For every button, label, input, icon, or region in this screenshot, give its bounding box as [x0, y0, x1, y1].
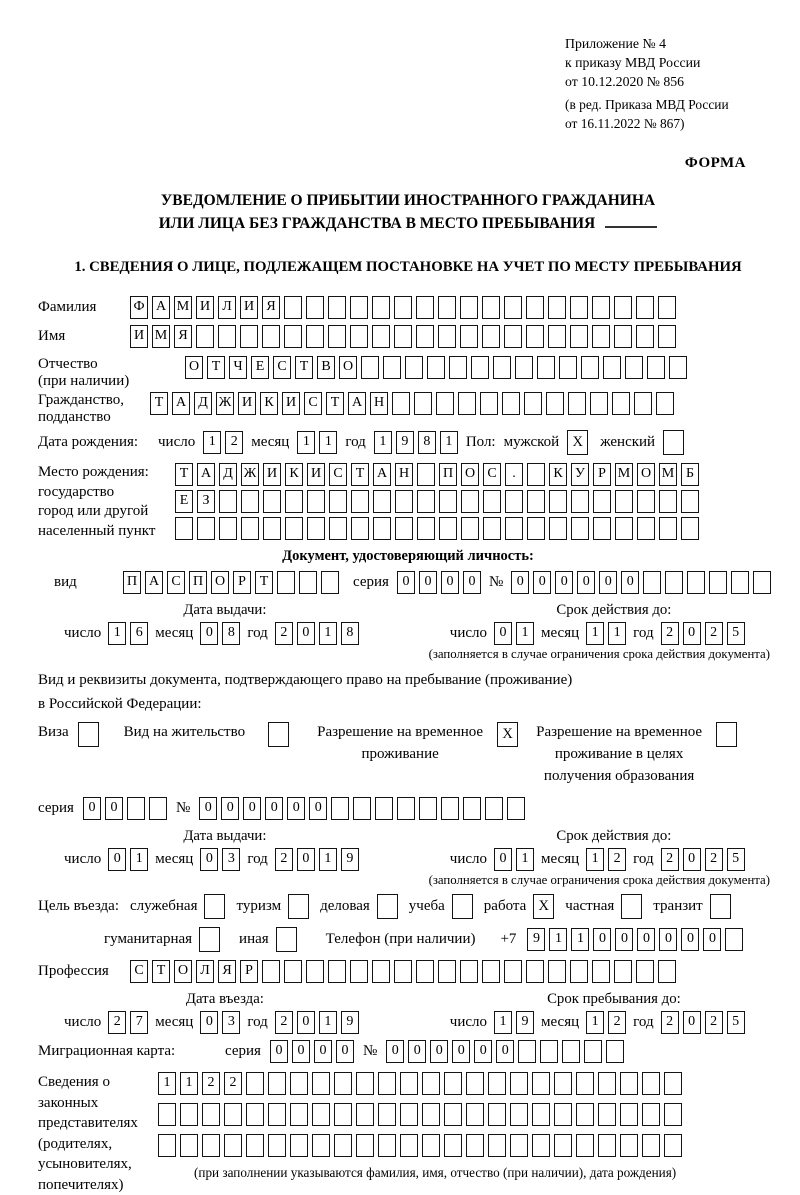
citizenship-cells[interactable]: Т А Д Ж И К И С Т А Н — [150, 392, 674, 415]
entry-year-cells[interactable]: 2 0 1 9 — [275, 1011, 359, 1034]
birth-year-cells[interactable]: 1 9 8 1 — [374, 431, 458, 454]
patronymic-row — [38, 356, 778, 390]
purpose-tourism: туризм — [236, 894, 309, 919]
purpose-work: работа X — [484, 894, 555, 919]
appendix-line: к приказу МВД России — [565, 55, 701, 71]
residence-expiry-day-cells[interactable]: 0 1 — [494, 848, 534, 871]
visit-purpose-row2 — [38, 927, 778, 952]
profession-label: Профессия — [38, 963, 109, 980]
appendix-header — [565, 34, 778, 91]
doc-issue-year-cells[interactable]: 2 0 1 8 — [275, 622, 359, 645]
edition-header — [565, 96, 778, 133]
sex-male-label: мужской — [503, 434, 560, 451]
residence-permit-option — [124, 722, 289, 747]
residence-issue-year-cells[interactable]: 2 0 1 9 — [275, 848, 359, 871]
series-label: серия — [225, 1043, 261, 1060]
stay-year-cells[interactable]: 2 0 2 5 — [661, 1011, 745, 1034]
entry-dates — [38, 991, 778, 1034]
day-label: число — [64, 625, 102, 642]
edition-line: от 16.11.2022 № 867) — [565, 115, 685, 131]
residence-doc-intro-line1: Вид и реквизиты документа, подтверждающего право на пребывание (проживание) — [38, 672, 573, 689]
purpose-humanitarian: гуманитарная — [104, 927, 220, 952]
entry-month-cells[interactable]: 0 3 — [200, 1011, 240, 1034]
entry-date-title: Дата въезда: — [185, 991, 264, 1008]
representatives-row1-cells[interactable]: 1 1 2 2 — [158, 1072, 682, 1095]
migration-series-cells[interactable]: 0 0 0 0 — [270, 1040, 354, 1063]
issue-date-title: Дата выдачи: — [183, 602, 267, 619]
representatives-row3-cells[interactable] — [158, 1134, 682, 1157]
residence-expiry-month-cells[interactable]: 1 2 — [586, 848, 626, 871]
month-label: месяц — [541, 851, 580, 868]
day-label: число — [449, 625, 488, 642]
purpose-transit-checkbox[interactable] — [710, 894, 731, 919]
day-label: число — [64, 1014, 102, 1031]
number-label: № — [175, 800, 191, 817]
valid-until-title: Срок действия до: — [556, 828, 672, 845]
residence-permit-option-label: Вид на жительство — [123, 724, 246, 741]
representatives-note: (при заполнении указываются фамилия, имя, отчество (при наличии), дата рождения) — [194, 1165, 677, 1181]
residence-permit-checkbox[interactable] — [268, 722, 289, 747]
name-label: Имя — [38, 328, 66, 345]
residence-number-cells[interactable]: 0 0 0 0 0 0 — [199, 797, 525, 820]
doc-series-cells[interactable]: 0 0 0 0 — [397, 571, 481, 594]
form-title-line2: ИЛИ ЛИЦА БЕЗ ГРАЖДАНСТВА В МЕСТО ПРЕБЫВАНИЯ — [38, 213, 778, 235]
representatives-row2-cells[interactable] — [158, 1103, 682, 1126]
doc-kind-cells[interactable]: П А С П О Р Т — [123, 571, 339, 594]
identity-doc-row — [38, 571, 778, 594]
phone-prefix: +7 — [500, 931, 517, 948]
entry-day-cells[interactable]: 2 7 — [108, 1011, 148, 1034]
residence-doc-dates — [38, 828, 778, 871]
sex-female-label: женский — [600, 434, 656, 451]
limited-validity-note: (заполняется в случае ограничения срока действия документа) — [428, 873, 770, 888]
doc-kind-label: вид — [54, 574, 77, 591]
month-label: месяц — [155, 851, 194, 868]
appendix-line: Приложение № 4 — [565, 36, 667, 51]
residence-expiry-year-cells[interactable]: 2 0 2 5 — [661, 848, 745, 871]
stay-month-cells[interactable]: 1 2 — [586, 1011, 626, 1034]
residence-doc-intro-line2: в Российской Федерации: — [38, 696, 202, 713]
issue-date-title: Дата выдачи: — [183, 828, 267, 845]
number-label: № — [362, 1043, 378, 1060]
birthplace-block — [38, 463, 778, 544]
profession-row — [38, 960, 778, 983]
day-label: число — [449, 1014, 488, 1031]
phone-cells[interactable]: 9 1 1 0 0 0 0 0 0 — [527, 928, 743, 951]
doc-expiry-year-cells[interactable]: 2 0 2 5 — [661, 622, 745, 645]
sex-label: Пол: — [465, 434, 496, 451]
form-title-line1: УВЕДОМЛЕНИЕ О ПРИБЫТИИ ИНОСТРАННОГО ГРАЖДАНИНА — [160, 192, 656, 210]
temp-residence-education-checkbox[interactable] — [716, 722, 737, 747]
visit-purpose-row1 — [38, 894, 778, 919]
surname-row — [38, 296, 778, 319]
surname-cells[interactable]: Ф А М И Л И Я — [130, 296, 676, 319]
doc-number-cells[interactable]: 0 0 0 0 0 0 — [511, 571, 771, 594]
identity-doc-dates — [38, 602, 778, 645]
residence-permit-type-row — [38, 722, 778, 787]
identity-doc-heading: Документ, удостоверяющий личность: — [282, 548, 534, 565]
phone-label: Телефон (при наличии) — [325, 931, 476, 948]
patronymic-label: Отчество (при наличии) — [38, 356, 130, 390]
birthplace-row1-cells[interactable]: Т А Д Ж И К И С Т А Н П О С . К У Р М О М Б — [175, 463, 699, 486]
visa-option — [38, 722, 99, 747]
purpose-official: служебная — [130, 894, 226, 919]
form-title — [38, 190, 778, 235]
month-label: месяц — [155, 625, 194, 642]
visa-checkbox[interactable] — [78, 722, 99, 747]
year-label: год — [633, 851, 654, 868]
month-label: месяц — [251, 434, 290, 451]
residence-issue-day-cells[interactable]: 0 1 — [108, 848, 148, 871]
doc-expiry-day-cells[interactable]: 0 1 — [494, 622, 534, 645]
purpose-tourism-checkbox[interactable] — [288, 894, 309, 919]
month-label: месяц — [541, 1014, 580, 1031]
purpose-other: иная — [239, 927, 297, 952]
patronymic-cells[interactable]: О Т Ч Е С Т В О — [185, 356, 687, 379]
representatives-cells — [158, 1072, 682, 1181]
stay-day-cells[interactable]: 1 9 — [494, 1011, 534, 1034]
doc-expiry-month-cells[interactable]: 1 1 — [586, 622, 626, 645]
birthplace-row2-cells[interactable]: Е З — [175, 490, 699, 513]
purpose-other-checkbox[interactable] — [276, 927, 297, 952]
section1-heading: 1. СВЕДЕНИЯ О ЛИЦЕ, ПОДЛЕЖАЩЕМ ПОСТАНОВКЕ НА УЧЕТ ПО МЕСТУ ПРЕБЫВАНИЯ — [74, 259, 742, 276]
name-cells[interactable]: И М Я — [130, 325, 676, 348]
birthdate-label: Дата рождения: — [38, 434, 139, 451]
year-label: год — [345, 434, 366, 451]
purpose-business-checkbox[interactable] — [377, 894, 398, 919]
sex-male-checkbox[interactable]: X — [567, 430, 588, 455]
edition-line: (в ред. Приказа МВД России — [565, 97, 729, 113]
name-row — [38, 325, 778, 348]
representatives-block — [38, 1072, 778, 1195]
title-underline — [605, 226, 657, 228]
birthplace-label: Место рождения: государство город или другой населенный пункт — [38, 464, 156, 539]
residence-series-cells[interactable]: 0 0 — [83, 797, 167, 820]
profession-cells[interactable]: С Т О Л Я Р — [130, 960, 676, 983]
doc-issue-month-cells[interactable]: 0 8 — [200, 622, 240, 645]
limited-validity-note: (заполняется в случае ограничения срока действия документа) — [428, 647, 770, 662]
year-label: год — [247, 851, 268, 868]
birthplace-cells — [175, 463, 699, 544]
series-label: серия — [353, 574, 389, 591]
temp-residence-education-option-label: Разрешение на временное проживание в целях получения образования — [536, 724, 703, 784]
year-label: год — [633, 1014, 654, 1031]
valid-until-title: Срок действия до: — [556, 602, 672, 619]
series-label: серия — [38, 800, 74, 817]
month-label: месяц — [155, 1014, 194, 1031]
temp-residence-education-option — [531, 722, 737, 787]
month-label: месяц — [541, 625, 580, 642]
temp-residence-option-label: Разрешение на временное проживание — [317, 724, 484, 762]
birth-day-cells[interactable]: 1 2 — [203, 431, 243, 454]
temp-residence-option — [312, 722, 518, 766]
migration-card-label: Миграционная карта: — [38, 1043, 176, 1060]
visa-option-label: Виза — [38, 724, 69, 741]
purpose-humanitarian-checkbox[interactable] — [199, 927, 220, 952]
stay-until-title: Срок пребывания до: — [547, 991, 681, 1008]
year-label: год — [247, 625, 268, 642]
purpose-private-checkbox[interactable] — [621, 894, 642, 919]
year-label: год — [247, 1014, 268, 1031]
representatives-label: Сведения о законных представителях (родителях, усыновителях, попечителях) — [38, 1074, 138, 1193]
day-label: число — [449, 851, 488, 868]
purpose-business: деловая — [320, 894, 398, 919]
surname-label: Фамилия — [38, 299, 97, 316]
residence-doc-series-row — [38, 797, 778, 820]
year-label: год — [633, 625, 654, 642]
day-label: число — [158, 434, 196, 451]
birthplace-row3-cells[interactable] — [175, 517, 699, 540]
purpose-transit: транзит — [653, 894, 730, 919]
number-label: № — [488, 574, 504, 591]
appendix-line: от 10.12.2020 № 856 — [565, 74, 685, 90]
citizenship-row — [38, 392, 778, 426]
residence-issue-month-cells[interactable]: 0 3 — [200, 848, 240, 871]
purpose-official-checkbox[interactable] — [204, 894, 225, 919]
purpose-private: частная — [565, 894, 642, 919]
birthdate-row — [38, 430, 778, 455]
temp-residence-checkbox[interactable]: X — [497, 722, 518, 747]
doc-issue-day-cells[interactable]: 1 6 — [108, 622, 148, 645]
visit-purpose-label: Цель въезда: — [38, 898, 119, 915]
day-label: число — [64, 851, 102, 868]
purpose-study: учеба — [409, 894, 473, 919]
forma-label: ФОРМА — [684, 155, 746, 172]
migration-number-cells[interactable]: 0 0 0 0 0 0 — [386, 1040, 624, 1063]
citizenship-label: Гражданство, подданство — [38, 392, 125, 426]
purpose-study-checkbox[interactable] — [452, 894, 473, 919]
purpose-work-checkbox[interactable]: X — [533, 894, 554, 919]
birth-month-cells[interactable]: 1 1 — [297, 431, 337, 454]
sex-female-checkbox[interactable] — [663, 430, 684, 455]
migration-card-row — [38, 1040, 778, 1063]
